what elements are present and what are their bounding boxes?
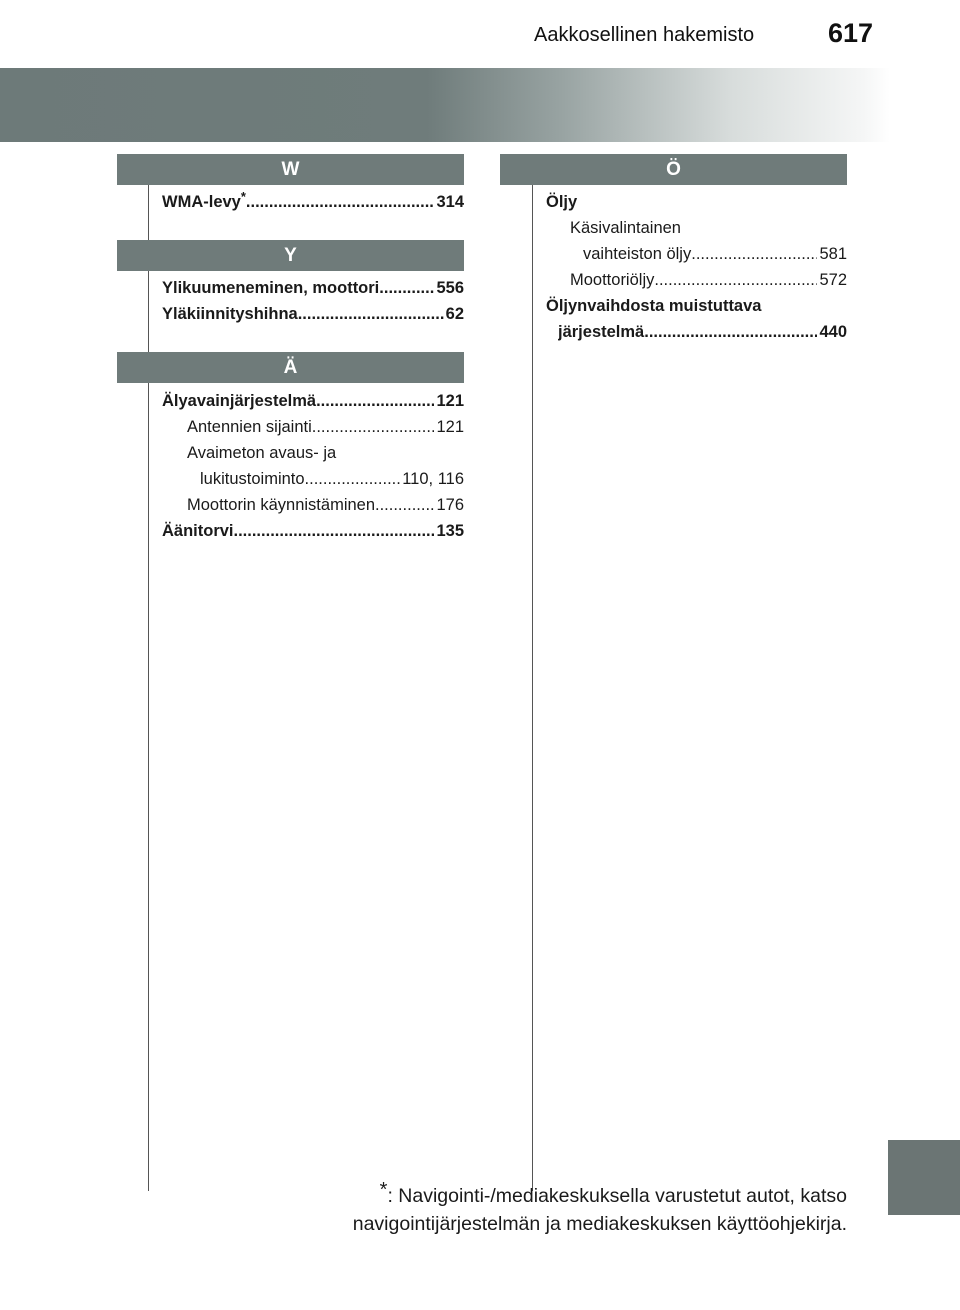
entry-page: 135: [436, 522, 464, 540]
entry-label: lukitustoiminto: [200, 470, 305, 488]
footnote-line-2: navigointijärjestelmän ja mediakeskuksen käyttöohjekirja.: [352, 1213, 847, 1235]
entry-page: 62: [445, 305, 464, 323]
index-subentry-avaimeton-avaus: [187, 440, 464, 466]
entry-page: 121: [436, 418, 464, 436]
section-header-oe: Ö: [500, 154, 847, 185]
right-column-rule: [532, 185, 533, 1191]
leader-dots: [644, 319, 817, 345]
leader-dots: [305, 466, 401, 492]
entry-page: 440: [819, 323, 847, 341]
footnote-marker: *: [379, 1179, 388, 1201]
entry-label: Äänitorvi: [162, 522, 234, 540]
entry-label: Ylikuumeneminen, moottori: [162, 279, 380, 297]
index-entry-jarjestelma[interactable]: [558, 319, 847, 345]
entry-label: Moottorin käynnistäminen: [187, 496, 376, 514]
entry-label: Antennien sijainti: [187, 418, 312, 436]
leader-dots: [316, 388, 434, 414]
entry-label: Älyavainjärjestelmä: [162, 392, 317, 410]
index-entry-oljynvaihdosta-muistuttava: [546, 293, 847, 319]
leader-dots: [691, 241, 817, 267]
section-header-ae: Ä: [117, 352, 464, 383]
entry-label: WMA-levy*: [162, 189, 246, 211]
entry-label: Öljynvaihdosta muistuttava: [546, 297, 762, 315]
entry-page: 121: [436, 392, 464, 410]
index-subentry-lukitustoiminto[interactable]: [200, 466, 464, 492]
index-entry-wma-levy[interactable]: [162, 189, 464, 215]
chapter-tab: [888, 1140, 960, 1215]
entry-page: 176: [436, 496, 464, 514]
entry-label: Käsivalintainen: [570, 219, 681, 237]
index-subentry-moottorin-kaynnistaminen[interactable]: [187, 492, 464, 518]
entry-label: vaihteiston öljy: [583, 245, 692, 263]
header-title: Aakkosellinen hakemisto: [534, 24, 755, 46]
index-entry-aanitorvi[interactable]: [162, 518, 464, 544]
entry-label: Öljy: [546, 193, 578, 211]
leader-dots: [654, 267, 817, 293]
entry-page: 556: [436, 279, 464, 297]
index-subentry-kasivalintainen: [570, 215, 847, 241]
leader-dots: [375, 492, 434, 518]
index-subentry-vaihteiston-oljy[interactable]: [583, 241, 847, 267]
entry-label: Yläkiinnityshihna: [162, 305, 298, 323]
footnote: [352, 1179, 847, 1238]
entry-page: 572: [819, 271, 847, 289]
index-entry-oljy: [546, 189, 847, 215]
left-column-rule: [148, 185, 149, 1191]
leader-dots: [379, 275, 434, 301]
index-subentry-antennien-sijainti[interactable]: [187, 414, 464, 440]
entry-label: Avaimeton avaus- ja: [187, 444, 337, 462]
footnote-line-1: *: Navigointi-/mediakeskuksella varustetut autot, katso: [379, 1179, 847, 1207]
leader-dots: [246, 189, 435, 215]
index-entry-ylakiinnityshihna[interactable]: [162, 301, 464, 327]
entry-label: järjestelmä: [558, 323, 645, 341]
page-number: 617: [828, 18, 874, 48]
section-header-y: Y: [117, 240, 464, 271]
entry-label: Moottoriöljy: [570, 271, 655, 289]
leader-dots: [298, 301, 444, 327]
entry-page: 314: [436, 193, 464, 211]
header-banner: [0, 68, 890, 142]
footnote-marker: *: [240, 189, 246, 204]
entry-page: 110, 116: [402, 470, 464, 488]
entry-page: 581: [819, 245, 847, 263]
leader-dots: [312, 414, 435, 440]
index-entry-alyavainjarjestelma[interactable]: [162, 388, 464, 414]
leader-dots: [234, 518, 435, 544]
index-subentry-moottorioljy[interactable]: [570, 267, 847, 293]
section-header-w: W: [117, 154, 464, 185]
index-entry-ylikuumeneminen[interactable]: [162, 275, 464, 301]
